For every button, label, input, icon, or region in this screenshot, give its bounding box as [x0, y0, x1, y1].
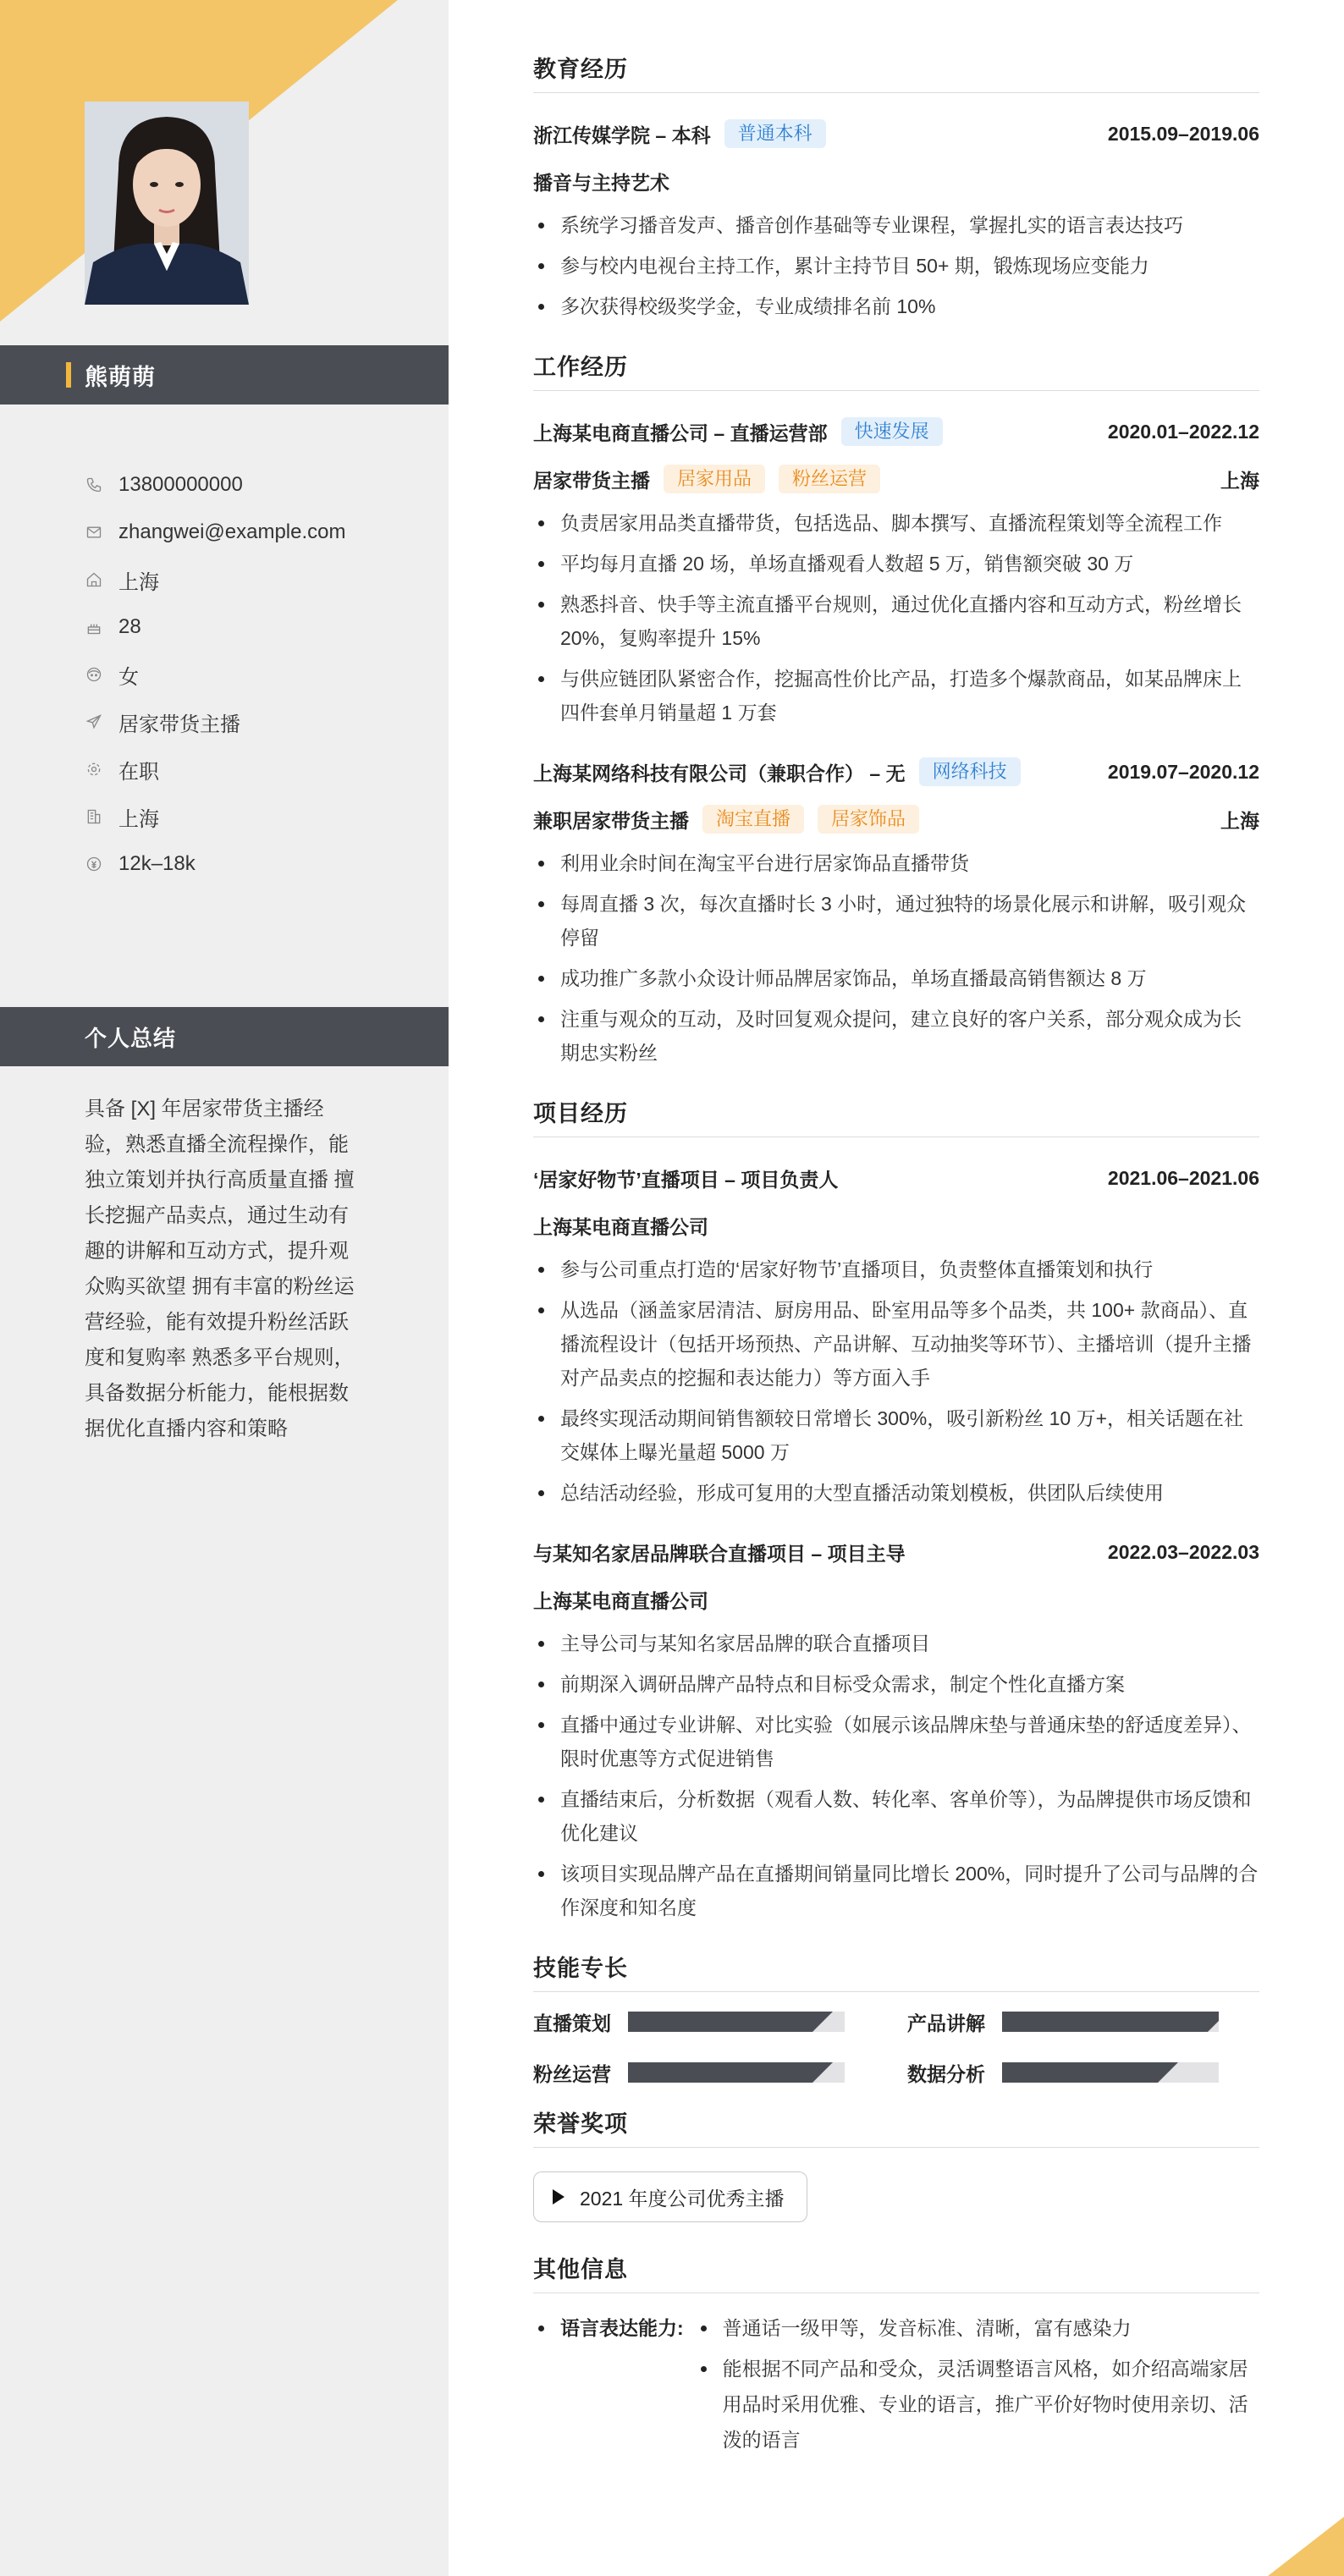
list-item: 该项目实现品牌产品在直播期间销量同比增长 200%，同时提升了公司与品牌的合作深度和知名度	[533, 1857, 1259, 1924]
role-tag: 淘宝直播	[702, 805, 804, 834]
other-info	[533, 2310, 1259, 2463]
summary-text: 具备 [X] 年居家带货主播经验，熟悉直播全流程操作，能独立策划并执行高质量直播 擅长挖掘产品卖点，通过生动有趣的讲解和互动方式，提升观众购买欲望 拥有丰富的粉丝运营经验，能有效提升粉丝活跃度和复购率 熟悉多平台规则，具备数据分析能力，能根据数据优化直播内容和策略	[85, 1098, 355, 1440]
phone-icon	[85, 476, 103, 494]
info-text: zhangwei@example.com	[118, 520, 346, 543]
entry-subheader	[533, 455, 1259, 503]
work-section	[533, 349, 1259, 1070]
section-title: 其他信息	[533, 2251, 1259, 2293]
list-item: 多次获得校级奖学金，专业成绩排名前 10%	[533, 289, 1259, 323]
project-name: ‘居家好物节’直播项目 – 项目负责人	[533, 1168, 839, 1191]
gender-icon	[85, 665, 103, 684]
info-position	[85, 698, 440, 746]
summary-header	[0, 1007, 449, 1066]
job-location: 上海	[1220, 469, 1259, 492]
awards-section	[533, 2105, 1259, 2248]
skill-bar	[628, 2062, 845, 2083]
date-range: 2015.09–2019.06	[1107, 122, 1259, 145]
entry-header	[533, 1154, 1259, 1202]
info-text: 上海	[118, 570, 159, 594]
list-item: 平均每月直播 20 场，单场直播观看人数超 5 万，销售额突破 30 万	[533, 547, 1259, 581]
list-item: 利用业余时间在淘宝平台进行居家饰品直播带货	[533, 846, 1259, 880]
home-icon	[85, 570, 103, 589]
job-location: 上海	[1220, 809, 1259, 832]
other-values	[694, 2310, 1259, 2463]
company-name: 上海某电商直播公司 – 直播运营部	[533, 421, 828, 444]
projects-section	[533, 1095, 1259, 1924]
bullet-list	[533, 506, 1259, 729]
project-entry	[533, 1154, 1259, 1510]
section-title: 项目经历	[533, 1095, 1259, 1137]
status-icon	[85, 760, 103, 779]
skill-name: 产品讲解	[907, 2012, 985, 2034]
project-org: 上海某电商直播公司	[533, 1589, 708, 1612]
bullet-list	[533, 846, 1259, 1070]
skill-item	[533, 2009, 907, 2034]
major-name: 播音与主持艺术	[533, 171, 669, 194]
info-text: 女	[118, 665, 139, 689]
list-item: 直播中通过专业讲解、对比实验（如展示该品牌床垫与普通床垫的舒适度差异）、限时优惠等方式促进销售	[533, 1708, 1259, 1775]
role-tag: 粉丝运营	[779, 465, 880, 493]
section-title: 工作经历	[533, 349, 1259, 391]
entry-header	[533, 110, 1259, 157]
entry-subheader	[533, 1576, 1259, 1623]
bullet-list	[533, 1627, 1259, 1924]
skill-name: 粉丝运营	[533, 2062, 611, 2085]
summary-title: 个人总结	[85, 1025, 177, 1051]
salary-icon	[85, 855, 103, 873]
other-key: 语言表达能力:	[533, 2310, 684, 2463]
role-name: 居家带货主播	[533, 469, 650, 492]
entry-subheader	[533, 1202, 1259, 1249]
profile-photo	[85, 102, 249, 305]
list-item: 注重与观众的互动，及时回复观众提问，建立良好的客户关系，部分观众成为长期忠实粉丝	[533, 1002, 1259, 1070]
skill-bar	[628, 2012, 845, 2032]
skill-bar-fill	[628, 2062, 812, 2083]
cake-icon	[85, 618, 103, 636]
skills-section	[533, 1950, 1259, 2085]
degree-tag: 普通本科	[724, 119, 826, 148]
list-item: 参与公司重点打造的‘居家好物节’直播项目，负责整体直播策划和执行	[533, 1252, 1259, 1286]
skill-item	[907, 2009, 1259, 2034]
entry-subheader	[533, 157, 1259, 205]
info-text: 28	[118, 615, 141, 638]
info-gender	[85, 651, 440, 698]
skill-bar-fill	[1002, 2062, 1158, 2083]
info-text: 12k–18k	[118, 852, 196, 875]
company-tag: 网络科技	[919, 757, 1021, 786]
name-accent	[66, 362, 71, 388]
section-title: 教育经历	[533, 51, 1259, 93]
education-entry	[533, 110, 1259, 323]
candidate-name: 熊萌萌	[85, 364, 156, 390]
company-tag: 快速发展	[841, 417, 943, 446]
project-org: 上海某电商直播公司	[533, 1215, 708, 1238]
skill-bar	[1002, 2062, 1219, 2083]
other-section	[533, 2251, 1259, 2463]
bullet-list	[533, 208, 1259, 323]
list-item: 主导公司与某知名家居品牌的联合直播项目	[533, 1627, 1259, 1660]
section-title: 荣誉奖项	[533, 2105, 1259, 2148]
role-tag: 居家饰品	[818, 805, 919, 834]
date-range: 2021.06–2021.06	[1107, 1166, 1259, 1189]
skill-name: 直播策划	[533, 2012, 611, 2034]
list-item: 每周直播 3 次，每次直播时长 3 小时，通过独特的场景化展示和讲解，吸引观众停留	[533, 887, 1259, 955]
info-text: 在职	[118, 760, 159, 784]
list-item: 与供应链团队紧密合作，挖掘高性价比产品，打造多个爆款商品，如某品牌床上四件套单月销量超 1 万套	[533, 662, 1259, 729]
section-title: 技能专长	[533, 1950, 1259, 1992]
school-name: 浙江传媒学院 – 本科	[533, 124, 711, 146]
list-item: 参与校内电视台主持工作，累计主持节目 50+ 期，锻炼现场应变能力	[533, 249, 1259, 283]
list-item: 系统学习播音发声、播音创作基础等专业课程，掌握扎实的语言表达技巧	[533, 208, 1259, 242]
skill-bar-fill	[1002, 2012, 1208, 2032]
award-item	[533, 2171, 807, 2222]
entry-header	[533, 1528, 1259, 1576]
info-email	[85, 509, 440, 556]
skill-item	[533, 2060, 907, 2085]
role-tag: 居家用品	[664, 465, 765, 493]
skill-item	[907, 2060, 1259, 2085]
list-item: 从选品（涵盖家居清洁、厨房用品、卧室用品等多个品类，共 100+ 款商品）、直播流程设计（包括开场预热、产品讲解、互动抽奖等环节）、主播培训（提升主播对产品卖点的挖掘和表达能力）等方面入手	[533, 1293, 1259, 1395]
skills-grid	[533, 2009, 1259, 2085]
skill-bar	[1002, 2012, 1219, 2032]
play-icon	[553, 2189, 565, 2204]
list-item: 直播结束后，分析数据（观看人数、转化率、客单价等），为品牌提供市场反馈和优化建议	[533, 1782, 1259, 1850]
education-section	[533, 51, 1259, 323]
date-range: 2022.03–2022.03	[1107, 1540, 1259, 1563]
role-name: 兼职居家带货主播	[533, 809, 689, 832]
skill-bar-fill	[628, 2012, 812, 2032]
mail-icon	[85, 523, 103, 542]
send-icon	[85, 713, 103, 731]
date-range: 2019.07–2020.12	[1107, 760, 1259, 783]
sidebar	[0, 0, 449, 2576]
contact-info-list	[85, 461, 440, 888]
project-entry	[533, 1528, 1259, 1924]
list-item: 普通话一级甲等，发音标准、清晰，富有感染力	[694, 2310, 1259, 2346]
info-home	[85, 556, 440, 603]
list-item: 负责居家用品类直播带货，包括选品、脚本撰写、直播流程策划等全流程工作	[533, 506, 1259, 540]
name-bar	[0, 345, 449, 405]
info-text: 居家带货主播	[118, 713, 240, 736]
date-range: 2020.01–2022.12	[1107, 420, 1259, 443]
main-content	[533, 51, 1259, 2488]
portrait-illustration	[85, 102, 249, 305]
company-name: 上海某网络科技有限公司（兼职合作） – 无	[533, 762, 906, 784]
list-item: 前期深入调研品牌产品特点和目标受众需求，制定个性化直播方案	[533, 1667, 1259, 1701]
entry-header	[533, 408, 1259, 455]
bullet-list	[533, 1252, 1259, 1510]
info-city	[85, 793, 440, 840]
list-item: 能根据不同产品和受众，灵活调整语言风格，如介绍高端家居用品时采用优雅、专业的语言，推广平价好物时使用亲切、活泼的语言	[694, 2351, 1259, 2458]
project-name: 与某知名家居品牌联合直播项目 – 项目主导	[533, 1542, 906, 1565]
info-status	[85, 746, 440, 793]
info-salary	[85, 840, 440, 888]
list-item: 总结活动经验，形成可复用的大型直播活动策划模板，供团队后续使用	[533, 1476, 1259, 1510]
entry-header	[533, 748, 1259, 795]
decorative-corner-bottom	[1268, 2517, 1344, 2576]
list-item: 成功推广多款小众设计师品牌居家饰品，单场直播最高销售额达 8 万	[533, 961, 1259, 995]
info-age	[85, 603, 440, 651]
award-text: 2021 年度公司优秀主播	[580, 2187, 785, 2210]
entry-subheader	[533, 795, 1259, 843]
work-entry	[533, 408, 1259, 729]
info-text: 上海	[118, 807, 159, 831]
info-phone	[85, 461, 440, 509]
info-text: 13800000000	[118, 473, 243, 496]
list-item: 熟悉抖音、快手等主流直播平台规则，通过优化直播内容和互动方式，粉丝增长 20%，复购率提升 15%	[533, 587, 1259, 655]
skill-name: 数据分析	[907, 2062, 985, 2085]
work-entry	[533, 748, 1259, 1070]
building-icon	[85, 807, 103, 826]
list-item: 最终实现活动期间销售额较日常增长 300%，吸引新粉丝 10 万+，相关话题在社交媒体上曝光量超 5000 万	[533, 1401, 1259, 1469]
